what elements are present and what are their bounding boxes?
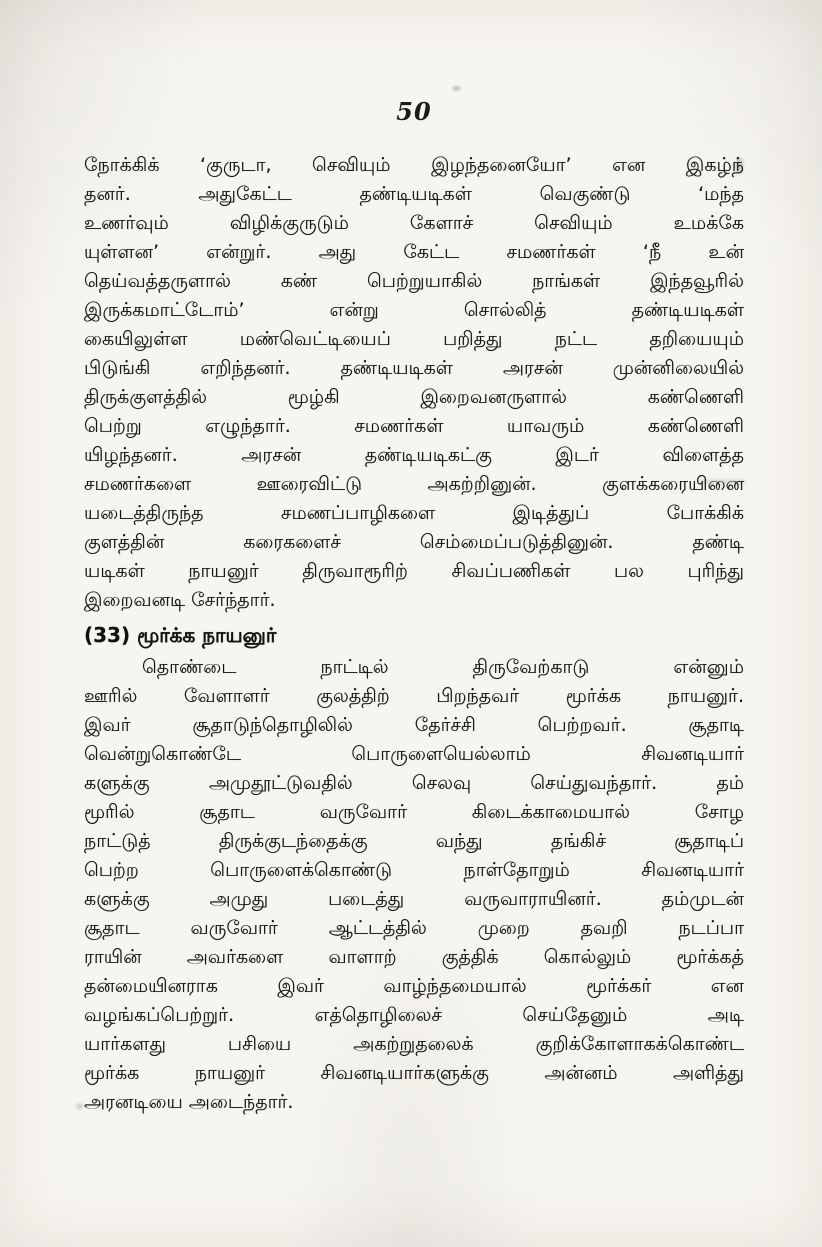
text-line: இறைவனடி சேர்ந்தார்.: [84, 589, 276, 611]
text-line: இருக்கமாட்டோம்’ என்று சொல்லித் தண்டியடிகள்: [84, 299, 744, 321]
text-line: சூதாட வருவோர் ஆட்டத்தில் முறை தவறி நடப்பா: [84, 917, 744, 939]
text-line: பெற்ற பொருளைக்கொண்டு நாள்தோறும் சிவனடியார்: [84, 859, 744, 881]
text-line: நாட்டுத் திருக்குடந்தைக்கு வந்து தங்கிச் சூதாடிப்: [84, 830, 744, 852]
text-line: அரனடியை அடைந்தார்.: [84, 1091, 294, 1113]
text-line: யார்களது பசியை அகற்றுதலைக் குறிக்கோளாகக்கொண்ட: [84, 1033, 744, 1055]
text-line: பிடுங்கி எறிந்தனர். தண்டியடிகள் அரசன் முன்னிலையில்: [84, 357, 744, 379]
text-line: சமணர்களை ஊரைவிட்டு அகற்றினுன். குளக்கரையினை: [84, 473, 744, 495]
text-line: ஊரில் வேளாளர் குலத்திற் பிறந்தவர் மூர்க்க நாயனுர்.: [84, 685, 744, 707]
text-line: வழங்கப்பெற்றுர். எத்தொழிலைச் செய்தேனும் அடி: [84, 1004, 744, 1026]
text-line: யடைத்திருந்த சமணப்பாழிகளை இடித்துப் போக்கிக்: [84, 502, 744, 524]
text-line: உணர்வும் விழிக்குருடும் கேளாச் செவியும் உமக்கே: [84, 212, 744, 234]
text-line: தெய்வத்தருளால் கண் பெற்றுயாகில் நாங்கள் இந்தவூரில்: [84, 270, 744, 292]
text-line: வென்றுகொண்டே பொருளையெல்லாம் சிவனடியார்: [84, 743, 744, 765]
text-line: தொண்டை நாட்டில் திருவேற்காடு என்னும்: [142, 656, 744, 678]
text-line: இவர் சூதாடுந்தொழிலில் தேர்ச்சி பெற்றவர். சூதாடி: [84, 714, 744, 736]
text-line: ராயின் அவர்களை வாளாற் குத்திக் கொல்லும் மூர்க்கத்: [84, 946, 744, 968]
text-line: தன்மையினராக இவர் வாழ்ந்தமையால் மூர்க்கர் என: [84, 975, 744, 997]
text-line: தனர். அதுகேட்ட தண்டியடிகள் வெகுண்டு ‘மந்த: [84, 183, 744, 205]
text-line: யடிகள் நாயனுர் திருவாரூரிற் சிவப்பணிகள் பல புரிந்து: [84, 560, 744, 582]
text-line: யுள்ளன’ என்றுர். அது கேட்ட சமணர்கள் ‘நீ உன்: [84, 241, 744, 263]
text-line: நோக்கிக் ‘குருடா, செவியும் இழந்தனையோ’ என இகழ்ந்: [84, 154, 744, 176]
page-number: 50: [396, 97, 432, 126]
paragraph-murkka-nayanar: [84, 653, 744, 1117]
text-line: குளத்தின் கரைகளைச் செம்மைப்படுத்தினுன். தண்டி: [84, 531, 744, 553]
text-line: பெற்று எழுந்தார். சமணர்கள் யாவரும் கண்ணெளி: [84, 415, 744, 437]
text-line: களுக்கு அமுது படைத்து வருவாராயினர். தம்முடன்: [84, 888, 744, 910]
text-line: கையிலுள்ள மண்வெட்டியைப் பறித்து நட்ட தறியையும்: [84, 328, 744, 350]
text-line: யிழந்தனர். அரசன் தண்டியடிகட்கு இடர் விளைத்த: [84, 444, 744, 466]
text-line: திருக்குளத்தில் மூழ்கி இறைவனருளால் கண்ணெளி: [84, 386, 744, 408]
text-line: மூரில் சூதாட வருவோர் கிடைக்காமையால் சோழ: [84, 801, 744, 823]
text-line: மூர்க்க நாயனுர் சிவனடியார்களுக்கு அன்னம் அளித்து: [84, 1062, 744, 1084]
scan-smudge: [76, 1103, 83, 1110]
text-line: களுக்கு அமுதூட்டுவதில் செலவு செய்துவந்தார். தம்: [84, 772, 744, 794]
paragraph-dandiyadigal: [84, 151, 744, 615]
section-heading-murkka-nayanar: (33) மூர்க்க நாயனுர்: [84, 623, 277, 647]
